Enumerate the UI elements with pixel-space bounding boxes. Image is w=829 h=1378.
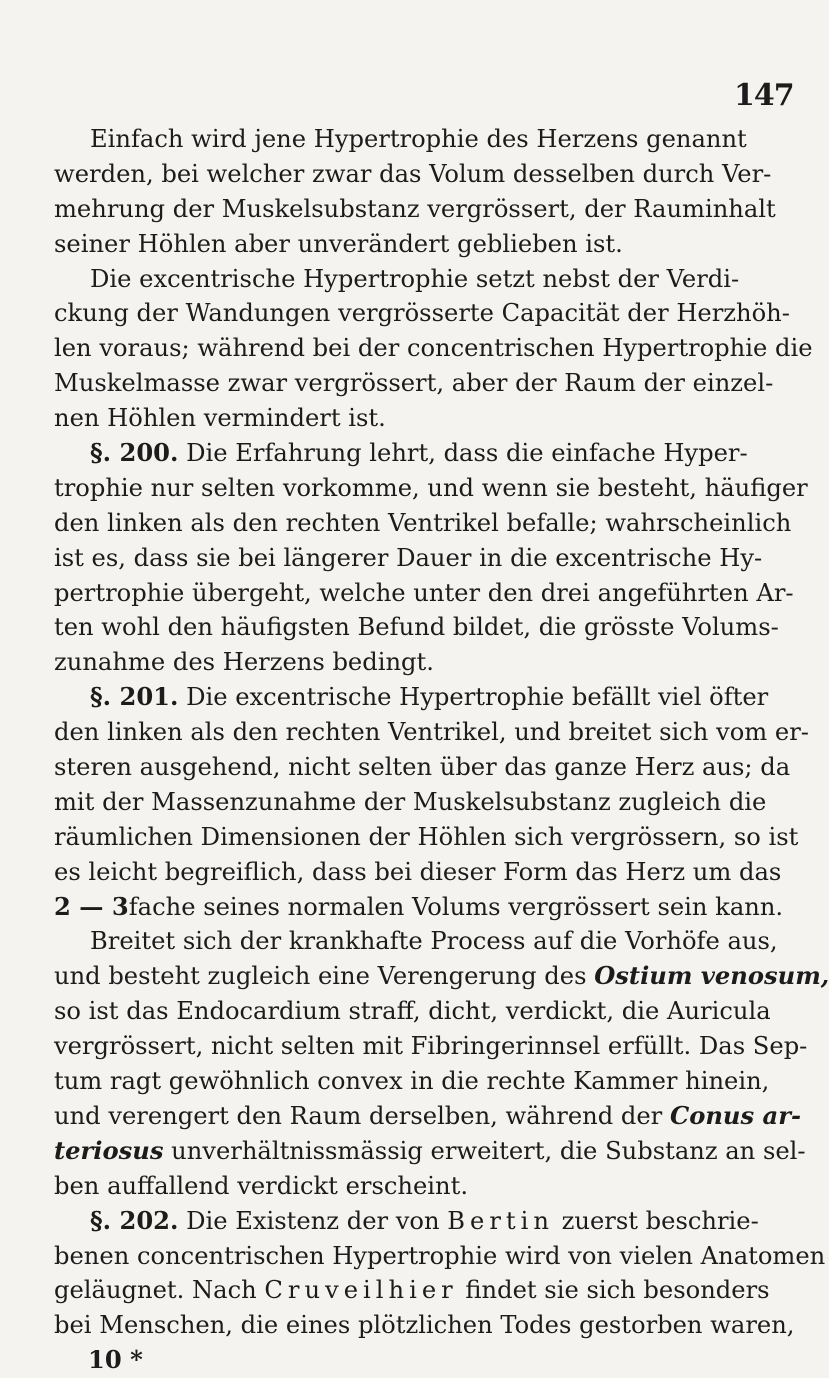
text-run: und verengert den Raum derselben, während der <box>54 1101 670 1130</box>
text-line <box>54 157 772 192</box>
text-run: ist es, dass sie bei längerer Dauer in die excentrische Hy- <box>54 543 763 572</box>
text-line <box>54 1239 826 1274</box>
text-line <box>54 924 778 959</box>
text-run: so ist das Endocardium straff, dicht, verdickt, die Auricula <box>54 997 771 1026</box>
text-line <box>54 192 776 227</box>
text-run: den linken als den rechten Ventrikel befalle; wahrscheinlich <box>54 508 792 537</box>
text-line <box>54 401 766 436</box>
text-line <box>54 366 774 401</box>
section-marker: §. 200. <box>90 438 179 468</box>
text-line <box>54 1134 806 1169</box>
text-line <box>54 610 779 645</box>
text-run: bei Menschen, die eines plötzlichen Todes gestorben waren, <box>54 1311 795 1340</box>
text-line <box>54 820 799 855</box>
text-run: Die Erfahrung lehrt, dass die einfache Hyper- <box>178 439 748 468</box>
text-line <box>54 506 792 541</box>
text-run: den linken als den rechten Ventrikel, und breitet sich vom er- <box>54 718 809 747</box>
text-run: steren ausgehend, nicht selten über das ganze Herz aus; da <box>54 753 791 782</box>
text-line <box>54 1273 770 1308</box>
author-name: Bertin <box>447 1206 554 1235</box>
text-line <box>54 262 766 297</box>
text-line <box>54 715 809 750</box>
text-line <box>54 1204 766 1239</box>
text-line <box>54 1169 766 1204</box>
text-run: Die Existenz der von <box>178 1206 448 1235</box>
text-run: seiner Höhlen aber unverändert geblieben ist. <box>54 229 623 258</box>
text-line <box>54 1099 801 1134</box>
text-run: mehrung der Muskelsubstanz vergrössert, der Rauminhalt <box>54 194 776 223</box>
text-run: Einfach wird jene Hypertrophie des Herzens genannt <box>90 125 747 153</box>
text-line <box>54 122 766 157</box>
latin-term: Conus ar- <box>669 1100 801 1130</box>
text-line <box>54 959 829 994</box>
text-line <box>54 785 766 820</box>
text-run: und besteht zugleich eine Verengerung des <box>54 962 595 991</box>
text-run: trophie nur selten vorkomme, und wenn sie besteht, häufiger <box>54 473 808 502</box>
text-line <box>54 1029 808 1064</box>
text-run: zunahme des Herzens bedingt. <box>54 648 434 677</box>
text-run: mit der Massenzunahme der Muskelsubstanz zugleich die <box>54 787 767 816</box>
page-number: 147 <box>734 78 794 113</box>
text-line <box>54 296 790 331</box>
text-run: len voraus; während bei der concentrischen Hypertrophie die <box>54 334 813 363</box>
text-line <box>54 890 784 925</box>
text-run: räumlichen Dimensionen der Höhlen sich vergrössern, so ist <box>54 822 799 851</box>
text-run: nen Höhlen vermindert ist. <box>54 404 386 433</box>
text-line <box>54 436 766 471</box>
text-line <box>54 576 794 611</box>
text-run: benen concentrischen Hypertrophie wird von vielen Anatomen <box>54 1241 826 1270</box>
text-run: geläugnet. Nach <box>54 1276 265 1305</box>
text-run: Breitet sich der krankhafte Process auf die Vorhöfe aus, <box>90 927 778 956</box>
latin-term: Ostium venosum, <box>594 961 829 991</box>
section-marker: 2 — 3 <box>54 891 129 921</box>
text-run: pertrophie übergeht, welche unter den drei angeführten Ar- <box>54 578 794 607</box>
text-line <box>54 541 766 576</box>
text-line <box>54 1064 770 1099</box>
text-run: zuerst beschrie- <box>553 1206 759 1235</box>
text-run: ten wohl den häufigsten Befund bildet, die grösste Volums- <box>54 613 779 642</box>
text-line <box>54 855 782 890</box>
text-run: fache seines normalen Volums vergrössert sein kann. <box>128 892 784 921</box>
text-line <box>54 471 808 506</box>
text-run: Muskelmasse zwar vergrössert, aber der Raum der einzel- <box>54 369 774 398</box>
text-run: Die excentrische Hypertrophie befällt viel öfter <box>178 683 769 712</box>
text-run: findet sie sich besonders <box>457 1276 770 1305</box>
text-run: ckung der Wandungen vergrösserte Capacität der Herzhöh- <box>54 299 790 328</box>
latin-term: teriosus <box>54 1135 164 1165</box>
text-line <box>54 645 766 680</box>
body-text <box>54 122 829 1378</box>
text-line <box>54 1308 795 1343</box>
text-line <box>54 331 813 366</box>
text-run: es leicht begreiflich, dass bei dieser Form das Herz um das <box>54 857 782 886</box>
text-line <box>54 227 766 262</box>
text-run: vergrössert, nicht selten mit Fibringerinnsel erfüllt. Das Sep- <box>54 1032 808 1061</box>
section-marker: §. 202. <box>90 1205 179 1235</box>
text-run: ben auffallend verdickt erscheint. <box>54 1171 469 1200</box>
text-run: Die excentrische Hypertrophie setzt nebst der Verdi- <box>90 264 740 293</box>
text-line <box>54 680 769 715</box>
text-line <box>54 750 791 785</box>
author-name: Cruveilhier <box>264 1276 458 1305</box>
section-marker: §. 201. <box>90 682 179 712</box>
text-line <box>54 994 771 1029</box>
text-run: unverhältnissmässig erweitert, die Substanz an sel- <box>163 1136 806 1165</box>
text-run: tum ragt gewöhnlich convex in die rechte Kammer hinein, <box>54 1067 770 1096</box>
signature-mark: 10 * <box>88 1345 143 1375</box>
text-run: werden, bei welcher zwar das Volum desselben durch Ver- <box>54 159 772 188</box>
